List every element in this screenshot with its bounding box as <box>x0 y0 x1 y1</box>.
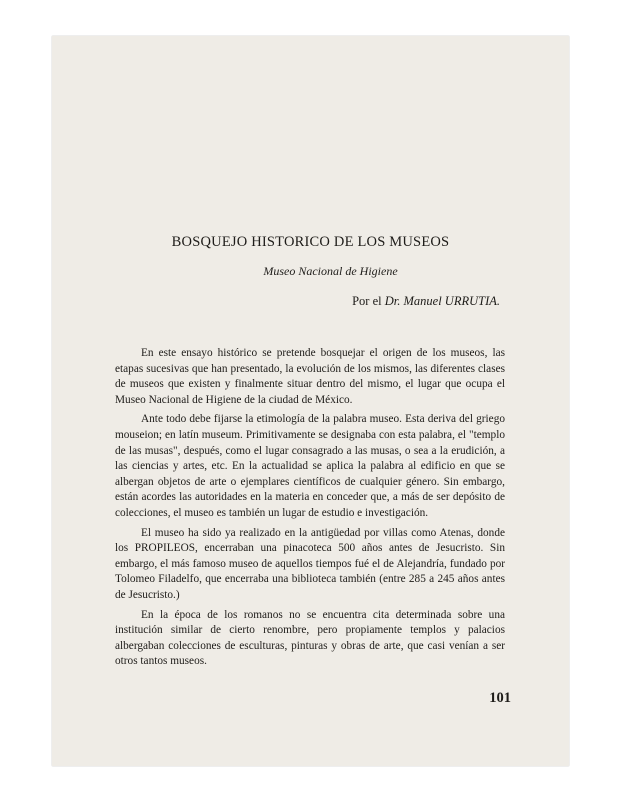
article-subtitle: Museo Nacional de Higiene <box>263 264 398 278</box>
paragraph: En este ensayo histórico se pretende bosquejar el origen de los museos, las etapas sucesivas que han presentado, la evolución de los mismos, las diferentes clases de museos que existen y finalmente situar dentro del mismo, el lugar que ocupa el Museo Nacional de Higiene de la ciudad de México. <box>115 347 505 406</box>
article-title: BOSQUEJO HISTORICO DE LOS MUSEOS <box>171 234 450 250</box>
paragraph: Ante todo debe fijarse la etimología de la palabra museo. Esta deriva del griego mouseion; en latín museum. Primitivamente se designaba con esta palabra, el "templo de las musas", después, como el lugar consagrado a las musas, o sea a la erudición, a las ciencias y artes, etc. En la actualidad se aplica la palabra al edificio en que se albergan objetos de arte o ejemplares científicos de cualquier género. Sin embargo, están acordes las autoridades en la materia en conceder que, a más de ser depósito de colecciones, el museo es también un lugar de estudio e investigación. <box>115 413 505 519</box>
page-number: 101 <box>489 690 511 706</box>
article-body <box>115 346 505 674</box>
byline-author: Dr. Manuel URRUTIA. <box>384 294 500 308</box>
paragraph: En la época de los romanos no se encuentra cita determinada sobre una institución similar de cierto renombre, pero propiamente templos y palacios albergaban colecciones de esculturas, pinturas y obras de arte, que casi venían a ser otros tantos museos. <box>115 608 505 668</box>
byline <box>352 294 500 309</box>
paragraph: El museo ha sido ya realizado en la antigüedad por villas como Atenas, donde los PROPILEOS, encerraban una pinacoteca 500 años antes de Jesucristo. Sin embargo, el más famoso museo de aquellos tiempos fué el de Alejandría, fundado por Tolomeo Filadelfo, que encerraba una biblioteca también (entre 285 a 245 años antes de Jesucristo.) <box>115 526 505 601</box>
page <box>52 36 569 766</box>
byline-prefix: Por el <box>352 294 385 308</box>
